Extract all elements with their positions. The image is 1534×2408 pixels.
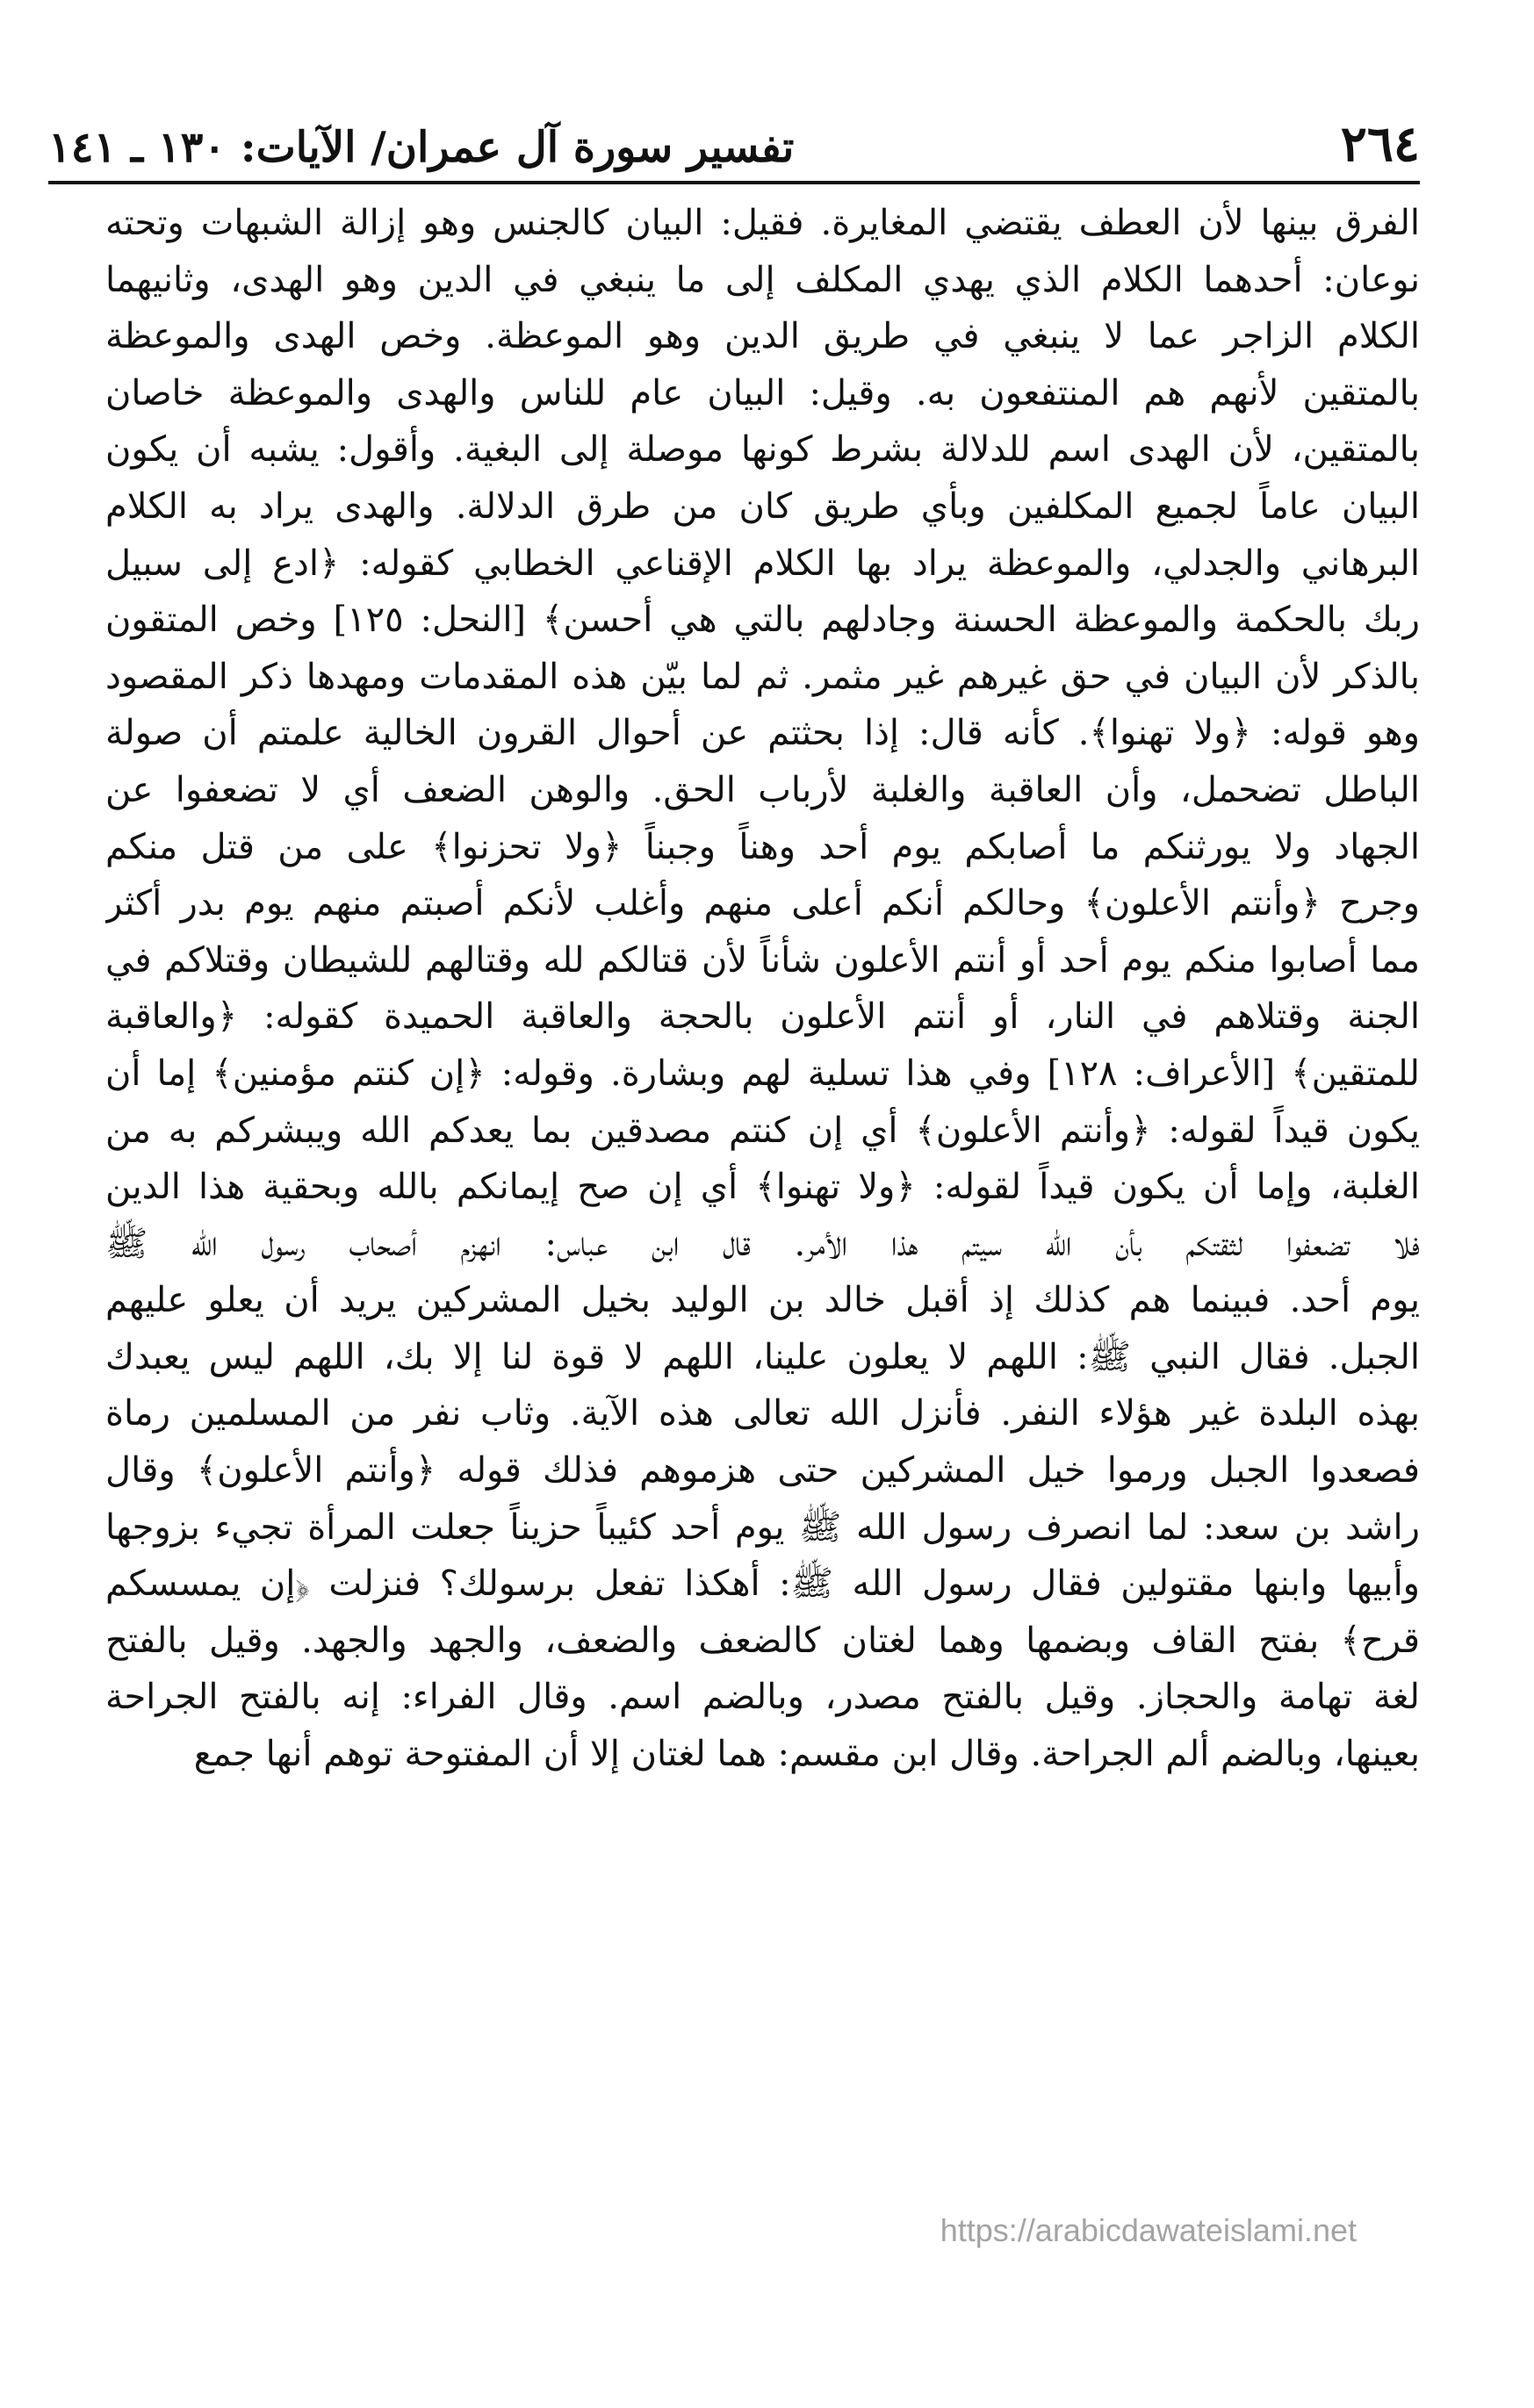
text-line: راشد بن سعد: لما انصرف رسول الله ﷺ يوم أحد كئيباً حزيناً جعلت المرأة تجيء بزوجها [105, 1506, 1420, 1548]
text-line: بالذكر لأن البيان في حق غيرهم غير مثمر. ثم لما بيّن هذه المقدمات ومهدها ذكر المقصود [105, 656, 1420, 697]
text-line: للمتقين﴾ [الأعراف: ١٢٨] وفي هذا تسلية لهم وبشارة. وقوله: ﴿إن كنتم مؤمنين﴾ إما أن [105, 1053, 1420, 1094]
text-line: لغة تهامة والحجاز. وقيل بالفتح مصدر، وبالضم اسم. وقال الفراء: إنه بالفتح الجراحة [105, 1677, 1420, 1718]
text-line: الكلام الزاجر عما لا ينبغي في طريق الدين وهو الموعظة. وخص الهدى والموعظة [105, 316, 1420, 357]
text-line: ربك بالحكمة والموعظة الحسنة وجادلهم بالتي هي أحسن﴾ [النحل: ١٢٥] وخص المتقون [105, 600, 1420, 641]
text-line: وجرح ﴿وأنتم الأعلون﴾ وحالكم أنكم أعلى منهم وأغلب لأنكم أصبتم منهم يوم بدر أكثر [105, 883, 1420, 924]
text-line: مما أصابوا منكم يوم أحد أو أنتم الأعلون شأناً لأن قتالكم لله وقتالهم للشيطان وقتلاكم في [105, 939, 1420, 981]
text-line: فصعدوا الجبل ورموا خيل المشركين حتى هزموهم فذلك قوله ﴿وأنتم الأعلون﴾ وقال [105, 1450, 1420, 1492]
text-line: البرهاني والجدلي، والموعظة يراد بها الكلام الإقناعي الخطابي كقوله: ﴿ادع إلى سبيل [105, 543, 1420, 584]
text-line: نوعان: أحدهما الكلام الذي يهدي المكلف إلى ما ينبغي في الدين وهو الهدى، وثانيهما [105, 259, 1420, 300]
text-line: الغلبة، وإما أن يكون قيداً لقوله: ﴿ولا تهنوا﴾ أي إن صح إيمانكم بالله وبحقية هذا الدين [105, 1167, 1420, 1208]
text-line: الجهاد ولا يورثنكم ما أصابكم يوم أحد وهناً وجبناً ﴿ولا تحزنوا﴾ على من قتل منكم [105, 826, 1420, 867]
page-header [48, 105, 1420, 184]
text-line: الفرق بينها لأن العطف يقتضي المغايرة. فقيل: البيان كالجنس وهو إزالة الشبهات وتحته [105, 203, 1420, 243]
text-line: وهو قوله: ﴿ولا تهنوا﴾. كأنه قال: إذا بحثتم عن أحوال القرون الخالية علمتم أن صولة [105, 713, 1420, 754]
text-line: بالمتقين لأنهم هم المنتفعون به. وقيل: البيان عام للناس والهدى والموعظة خاصان [105, 372, 1420, 413]
text-line: البيان عاماً لجميع المكلفين وبأي طريق كان من طرق الدلالة. والهدى يراد به الكلام [105, 485, 1420, 527]
text-line: فلا تضعفوا لثقتكم بأن الله سيتم هذا الأمر. قال ابن عباس: انهزم أصحاب رسول الله ﷺ [105, 1223, 1420, 1264]
text-line: الجبل. فقال النبي ﷺ: اللهم لا يعلون علينا، اللهم لا قوة لنا إلا بك، اللهم ليس يعبدك [105, 1336, 1420, 1377]
text-line: بهذه البلدة غير هؤلاء النفر. فأنزل الله تعالى هذه الآية. وثاب نفر من المسلمين رماة [105, 1393, 1420, 1434]
text-line: قرح﴾ بفتح القاف وبضمها وهما لغتان كالضعف والضعف، والجهد والجهد. وقيل بالفتح [105, 1620, 1420, 1661]
running-title: تفسير سورة آل عمران/ الآيات: ١٣٠ ـ ١٤١ [48, 123, 795, 172]
page-number: ٢٦٤ [1340, 115, 1420, 173]
text-line: بعينها، وبالضم ألم الجراحة. وقال ابن مقسم: هما لغتان إلا أن المفتوحة توهم أنها جمع [193, 1734, 1420, 1775]
text-line: الجنة وقتلاهم في النار، أو أنتم الأعلون بالحجة والعاقبة الحميدة كقوله: ﴿والعاقبة [105, 996, 1420, 1038]
body-text [105, 195, 1420, 1783]
text-line: يوم أحد. فبينما هم كذلك إذ أقبل خالد بن الوليد بخيل المشركين يريد أن يعلو عليهم [105, 1280, 1420, 1321]
watermark-url: https://arabicdawateislami.net [940, 2212, 1357, 2248]
text-line: بالمتقين، لأن الهدى اسم للدلالة بشرط كونها موصلة إلى البغية. وأقول: يشبه أن يكون [105, 429, 1420, 471]
text-line: وأبيها وابنها مقتولين فقال رسول الله ﷺ: أهكذا تفعل برسولك؟ فنزلت ﴿إن يمسسكم [105, 1563, 1420, 1605]
text-line: يكون قيداً لقوله: ﴿وأنتم الأعلون﴾ أي إن كنتم مصدقين بما يعدكم الله ويبشركم به من [105, 1110, 1420, 1151]
text-line: الباطل تضحمل، وأن العاقبة والغلبة لأرباب الحق. والوهن الضعف أي لا تضعفوا عن [105, 769, 1420, 810]
